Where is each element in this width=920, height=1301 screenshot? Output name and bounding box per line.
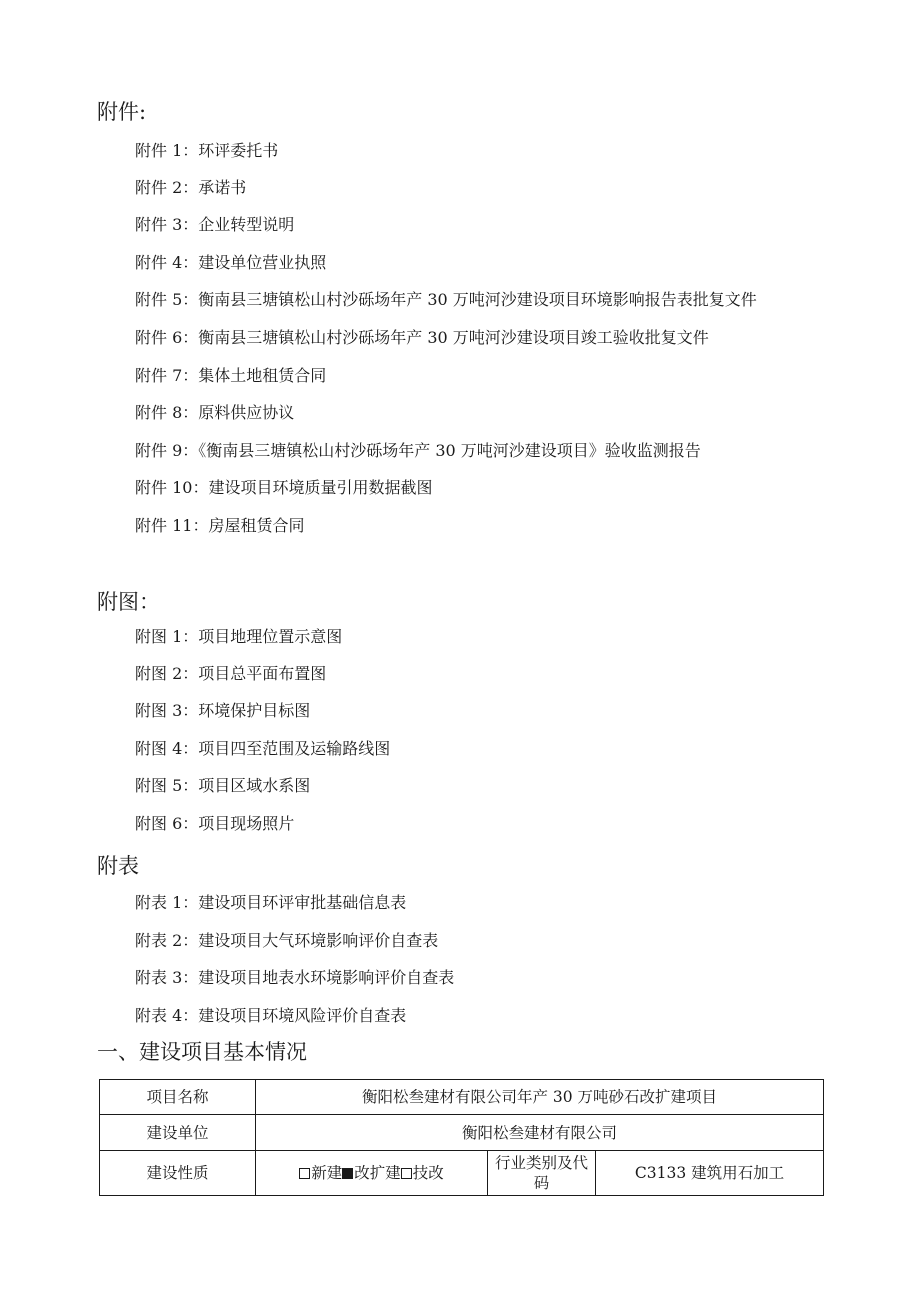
- figure-item-6: 附图 6：项目现场照片: [135, 814, 295, 833]
- nature-label: 建设性质: [100, 1151, 256, 1196]
- table-item-4: 附表 4：建设项目环境风险评价自查表: [135, 1006, 407, 1025]
- figure-item-1: 附图 1：项目地理位置示意图: [135, 627, 343, 646]
- figure-item-5: 附图 5：项目区域水系图: [135, 776, 311, 795]
- industry-label: 行业类别及代码: [488, 1151, 596, 1196]
- attachment-item-6: 附件 6：衡南县三塘镇松山村沙砾场年产 30 万吨河沙建设项目竣工验收批复文件: [135, 328, 709, 347]
- figure-item-4: 附图 4：项目四至范围及运输路线图: [135, 739, 391, 758]
- figure-item-2: 附图 2：项目总平面布置图: [135, 664, 327, 683]
- attachment-item-2: 附件 2：承诺书: [135, 178, 247, 197]
- option-new-label: 新建: [311, 1164, 343, 1182]
- attachment-item-7: 附件 7：集体土地租赁合同: [135, 366, 327, 385]
- attachment-item-1: 附件 1：环评委托书: [135, 141, 279, 160]
- table-row: [100, 1115, 824, 1151]
- attachment-item-4: 附件 4：建设单位营业执照: [135, 253, 327, 272]
- project-name-value: 衡阳松叁建材有限公司年产 30 万吨砂石改扩建项目: [256, 1080, 824, 1115]
- table-item-3: 附表 3：建设项目地表水环境影响评价自查表: [135, 968, 455, 987]
- tables-heading: 附表: [97, 854, 139, 878]
- table-item-1: 附表 1：建设项目环评审批基础信息表: [135, 893, 407, 912]
- table-item-2: 附表 2：建设项目大气环境影响评价自查表: [135, 931, 439, 950]
- project-name-label: 项目名称: [100, 1080, 256, 1115]
- section-title: 一、建设项目基本情况: [97, 1040, 307, 1064]
- builder-label: 建设单位: [100, 1115, 256, 1151]
- table-row: [100, 1080, 824, 1115]
- nature-options: [256, 1151, 488, 1196]
- industry-value: C3133 建筑用石加工: [596, 1151, 824, 1196]
- checkbox-tech[interactable]: [401, 1168, 412, 1179]
- figures-heading: 附图：: [97, 590, 160, 614]
- attachment-item-9: 附件 9：《衡南县三塘镇松山村沙砾场年产 30 万吨河沙建设项目》验收监测报告: [135, 441, 701, 460]
- attachments-heading: 附件:: [97, 100, 147, 124]
- attachment-item-3: 附件 3：企业转型说明: [135, 215, 295, 234]
- attachment-item-11: 附件 11：房屋租赁合同: [135, 516, 305, 535]
- checkbox-expand[interactable]: [342, 1168, 353, 1179]
- attachment-item-8: 附件 8：原料供应协议: [135, 403, 295, 422]
- table-row: [100, 1151, 824, 1196]
- builder-value: 衡阳松叁建材有限公司: [256, 1115, 824, 1151]
- checkbox-new[interactable]: [299, 1168, 310, 1179]
- attachment-item-5: 附件 5：衡南县三塘镇松山村沙砾场年产 30 万吨河沙建设项目环境影响报告表批复文件: [135, 290, 757, 309]
- option-tech-label: 技改: [412, 1164, 444, 1182]
- option-expand-label: 改扩建: [354, 1164, 401, 1182]
- figure-item-3: 附图 3：环境保护目标图: [135, 701, 311, 720]
- project-info-table: [99, 1079, 824, 1196]
- attachment-item-10: 附件 10：建设项目环境质量引用数据截图: [135, 478, 433, 497]
